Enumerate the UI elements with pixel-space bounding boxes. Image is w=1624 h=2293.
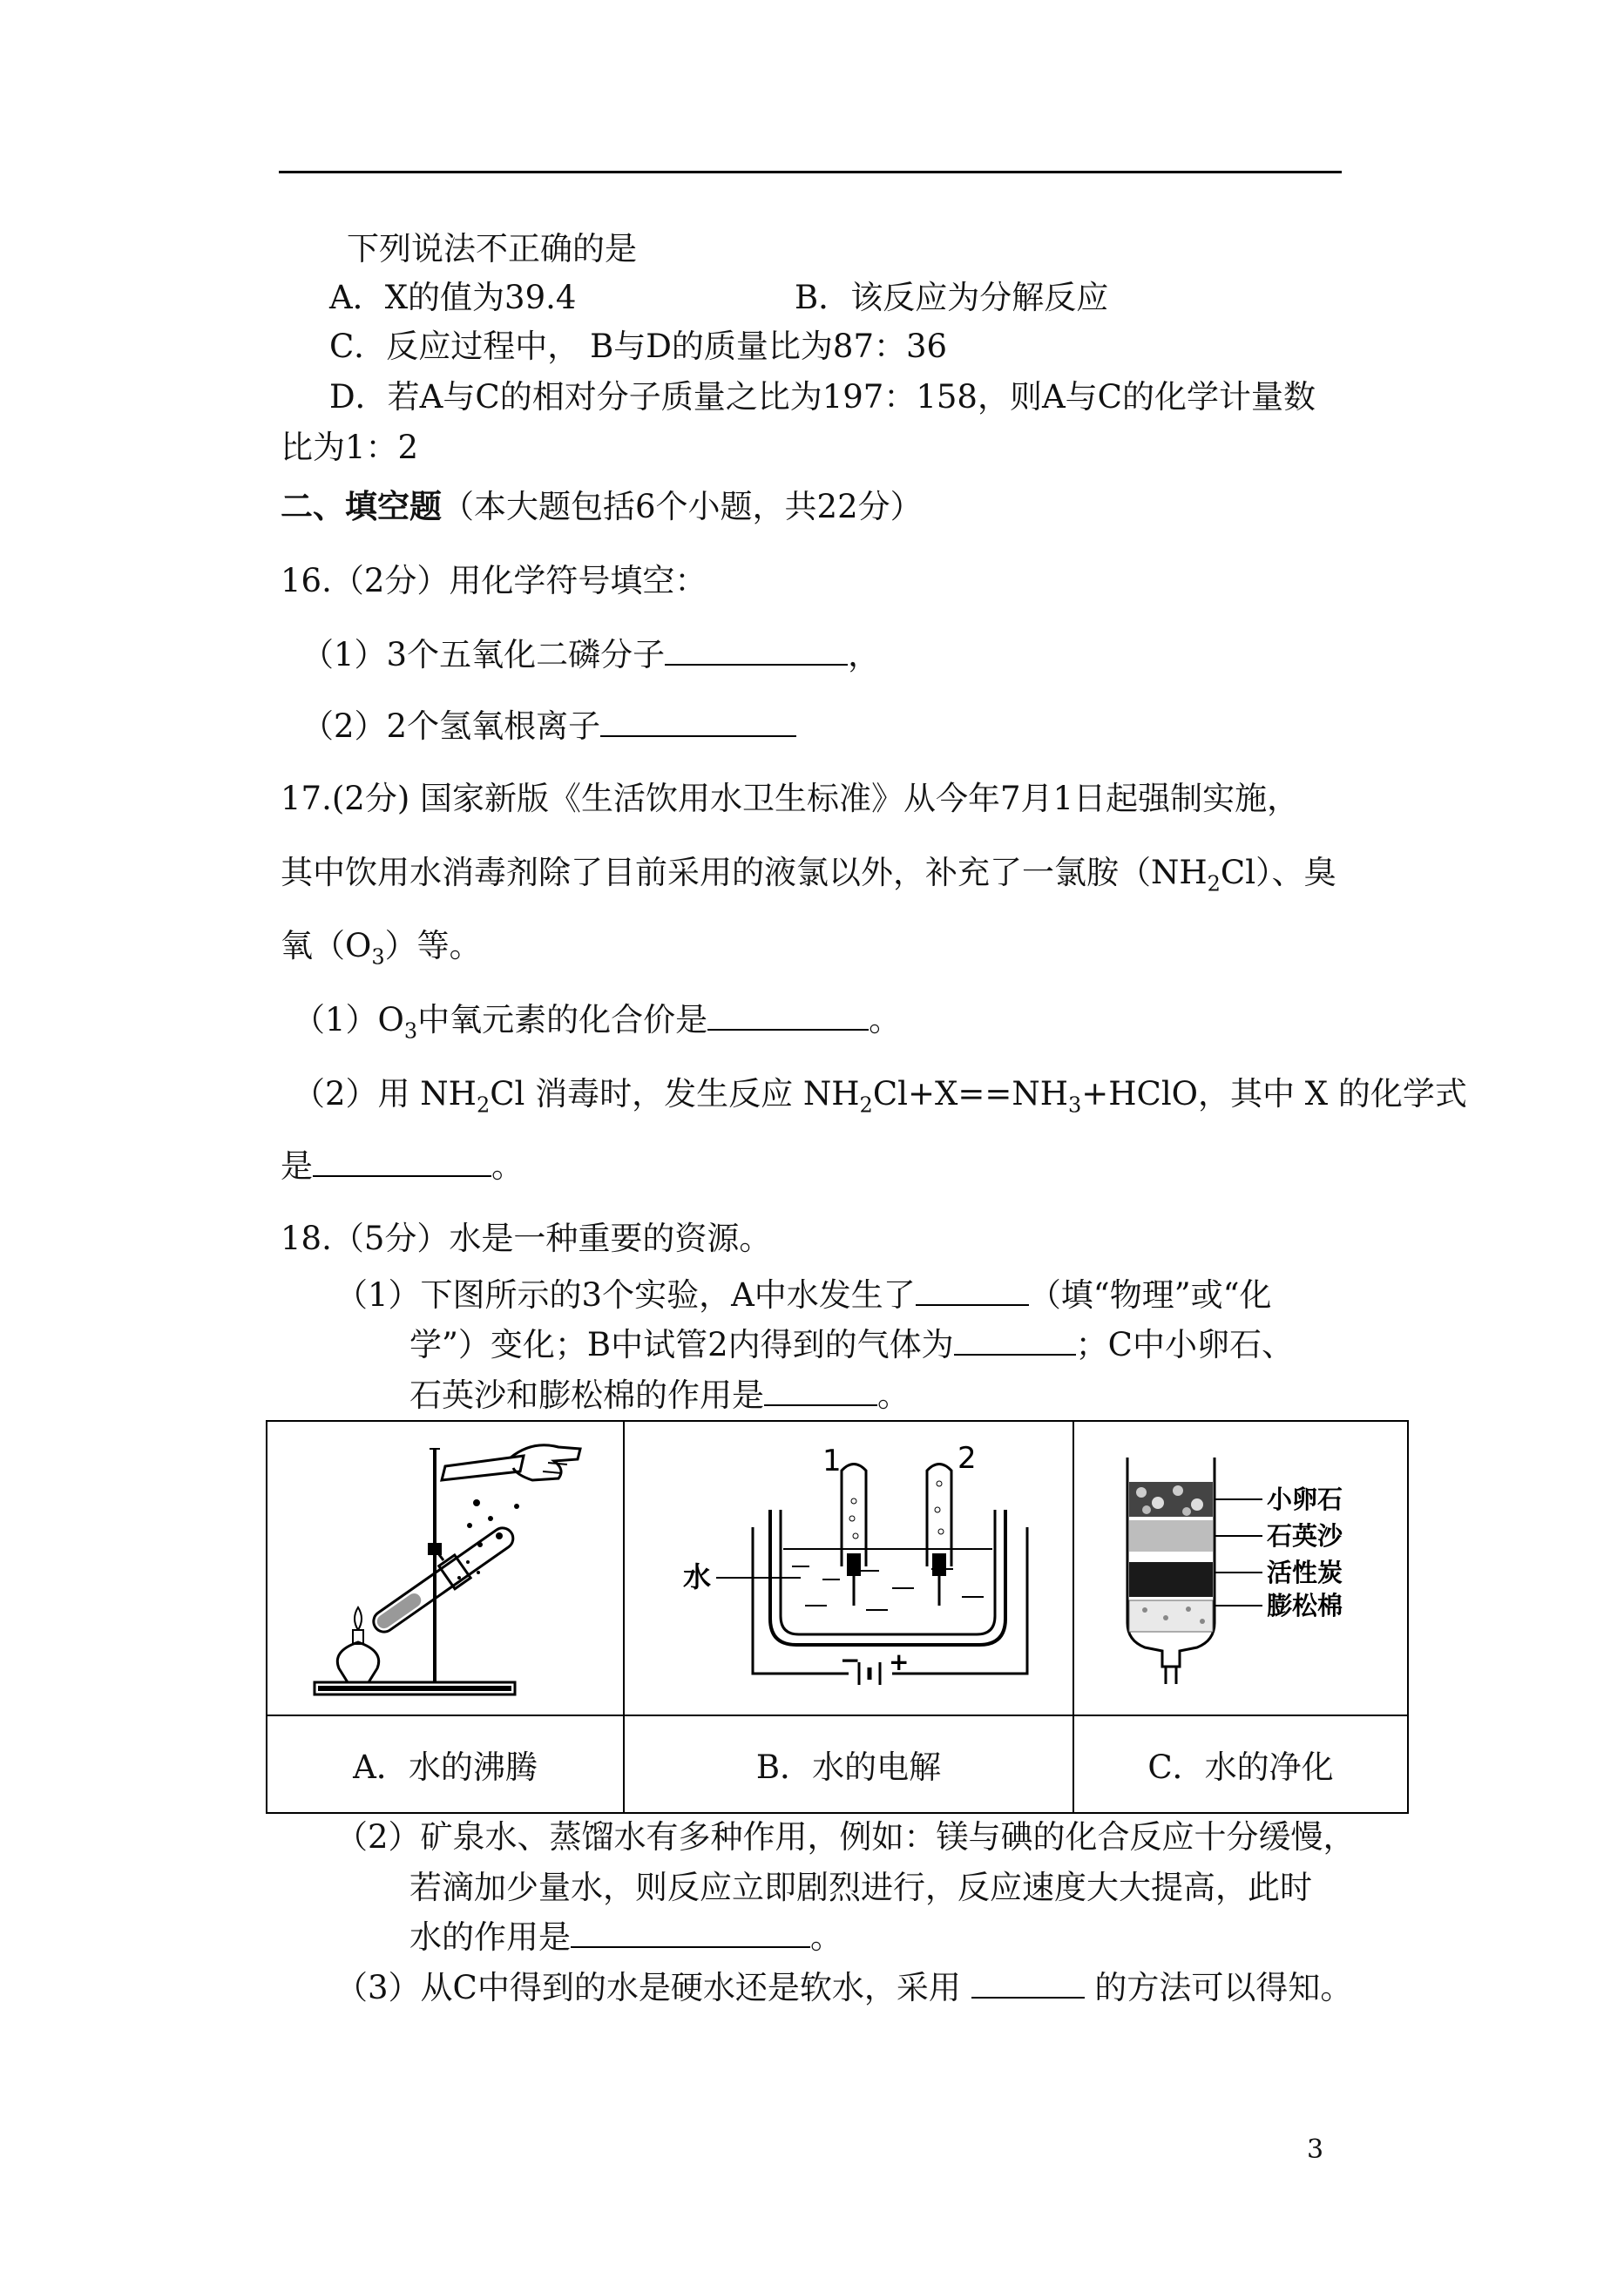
q15-option-a: A．X的值为39.4 [329,279,577,316]
q18-part1-l3-end: 。 [877,1376,910,1414]
q18-part3-a: （3）从C中得到的水是硬水还是软水，采用 [335,1969,971,2006]
q17-part2-c: Cl+X==NH [872,1075,1068,1113]
battery-plus-sign: + [889,1647,910,1676]
q16-part1-text: （1）3个五氧化二磷分子 [301,636,666,673]
q18-part1-line1 [335,1275,1272,1316]
q16-part2 [301,706,796,747]
q16-stem: 16.（2分）用化学符号填空： [281,562,707,599]
q17-part2-line2 [281,1146,524,1187]
q18-part3-blank[interactable] [971,1971,1085,1999]
q18-part1-l1-b: （填“物理”或“化 [1028,1276,1272,1314]
q17-part2-end: 。 [491,1147,524,1185]
tube-2-label: 2 [957,1441,977,1476]
q16-part1 [301,634,880,676]
header-rule [279,171,1342,173]
q17-part2-a: （2）用 NH [293,1075,477,1113]
water-purifier-diagram [1075,1423,1406,1710]
section2-note: （本大题包括6个小题，共22分） [442,488,923,525]
activated-carbon-label: 活性炭 [1267,1558,1343,1587]
pebble-label: 小卵石 [1267,1485,1343,1514]
q17-part1-blank[interactable] [707,1003,869,1031]
experiment-figure-table [266,1420,1409,1814]
q18-part1-l3-a: 石英沙和膨松棉的作用是 [409,1376,764,1414]
q17-part2-sub2: 2 [859,1092,873,1118]
q18-part1-l1-a: （1）下图所示的3个实验，A中水发生了 [335,1276,916,1314]
q16-part1-blank[interactable] [665,638,848,666]
q17-part2-blank[interactable] [313,1149,491,1177]
q17-line2-b: Cl）、臭 [1220,854,1336,891]
q18-part2-l3-end: 。 [810,1918,842,1956]
q16-part2-text: （2）2个氢氧根离子 [301,707,601,745]
q15-option-d-line2: 比为1：2 [281,429,419,466]
q15-option-d-line1: D．若A与C的相对分子质量之比为197：158，则A与C的化学计量数 [329,378,1316,416]
q18-part1-blank1[interactable] [916,1278,1029,1306]
electrolysis-apparatus-diagram [631,1423,1066,1710]
section2-title: 二、填空题 [281,487,442,525]
quartz-sand-label: 石英沙 [1267,1521,1343,1551]
q17-line1: 17.(2分) 国家新版《生活饮用水卫生标准》从今年7月1日起强制实施， [281,780,1300,817]
q17-part2-sub3: 3 [1067,1092,1082,1118]
section2-heading [281,485,923,528]
q17-part2-d: +HClO，其中 X 的化学式 [1081,1075,1467,1113]
q17-part1-sub: 3 [403,1018,418,1044]
q17-line2 [281,852,1336,904]
q17-line3-sub: 3 [371,944,385,970]
q17-part1-b: 中氧元素的化合价是 [417,1001,708,1038]
q18-part3 [335,1967,1352,2009]
boiling-apparatus-diagram [271,1423,619,1710]
q17-line2-sub: 2 [1207,871,1221,896]
q17-part1-end: 。 [869,1001,902,1038]
q16-part1-end: ， [848,636,881,673]
q17-line3-a: 氧（O [281,927,372,964]
figure-c-caption: C．水的净化 [1073,1715,1408,1813]
q18-part1-l2-a: 学”）变化；B中试管2内得到的气体为 [409,1326,954,1363]
figure-a-cell [267,1421,624,1715]
q18-part2-blank[interactable] [571,1920,810,1948]
q18-stem: 18.（5分）水是一种重要的资源。 [281,1220,772,1257]
q17-line2-a: 其中饮用水消毒剂除了目前采用的液氯以外，补充了一氯胺（NH [281,854,1208,891]
tube-1-label: 1 [822,1444,842,1478]
q18-part1-line3 [409,1375,910,1417]
q18-part1-blank2[interactable] [954,1328,1076,1356]
q18-part2-l3-a: 水的作用是 [409,1918,571,1956]
figure-a-caption: A．水的沸腾 [267,1715,624,1813]
q17-line3 [281,925,482,977]
q18-part3-b: 的方法可以得知。 [1084,1969,1353,2006]
q18-part1-l2-b: ；C中小卵石、 [1075,1326,1294,1363]
battery-minus-sign: − [840,1646,861,1674]
q17-part2-sub1: 2 [476,1092,491,1118]
q17-part1 [293,999,901,1052]
q17-part2-b: Cl 消毒时，发生反应 NH [490,1075,860,1113]
q16-part2-blank[interactable] [600,709,796,737]
q15-stem: 下列说法不正确的是 [347,230,637,267]
q17-line3-b: ）等。 [384,927,482,964]
q17-part1-a: （1）O [293,1001,404,1038]
q17-part2-line2-text: 是 [281,1147,313,1185]
q15-option-b: B．该反应为分解反应 [795,279,1109,316]
q18-part2-line2: 若滴加少量水，则反应立即剧烈进行，反应速度大大提高，此时 [409,1869,1312,1906]
q18-part1-line2 [409,1324,1294,1366]
q18-part2-line1: （2）矿泉水、蒸馏水有多种作用，例如：镁与碘的化合反应十分缓慢， [335,1818,1356,1856]
figure-b-caption: B．水的电解 [624,1715,1073,1813]
q18-part1-blank3[interactable] [764,1378,877,1406]
q15-option-c: C．反应过程中， B与D的质量比为87：36 [329,328,948,365]
water-label: 水 [683,1560,712,1593]
cotton-label: 膨松棉 [1267,1591,1343,1620]
page-number: 3 [1307,2134,1324,2165]
q18-part2-line3 [409,1917,842,1958]
figure-c-cell [1073,1421,1408,1715]
q17-part2 [293,1073,1467,1126]
figure-b-cell [624,1421,1073,1715]
